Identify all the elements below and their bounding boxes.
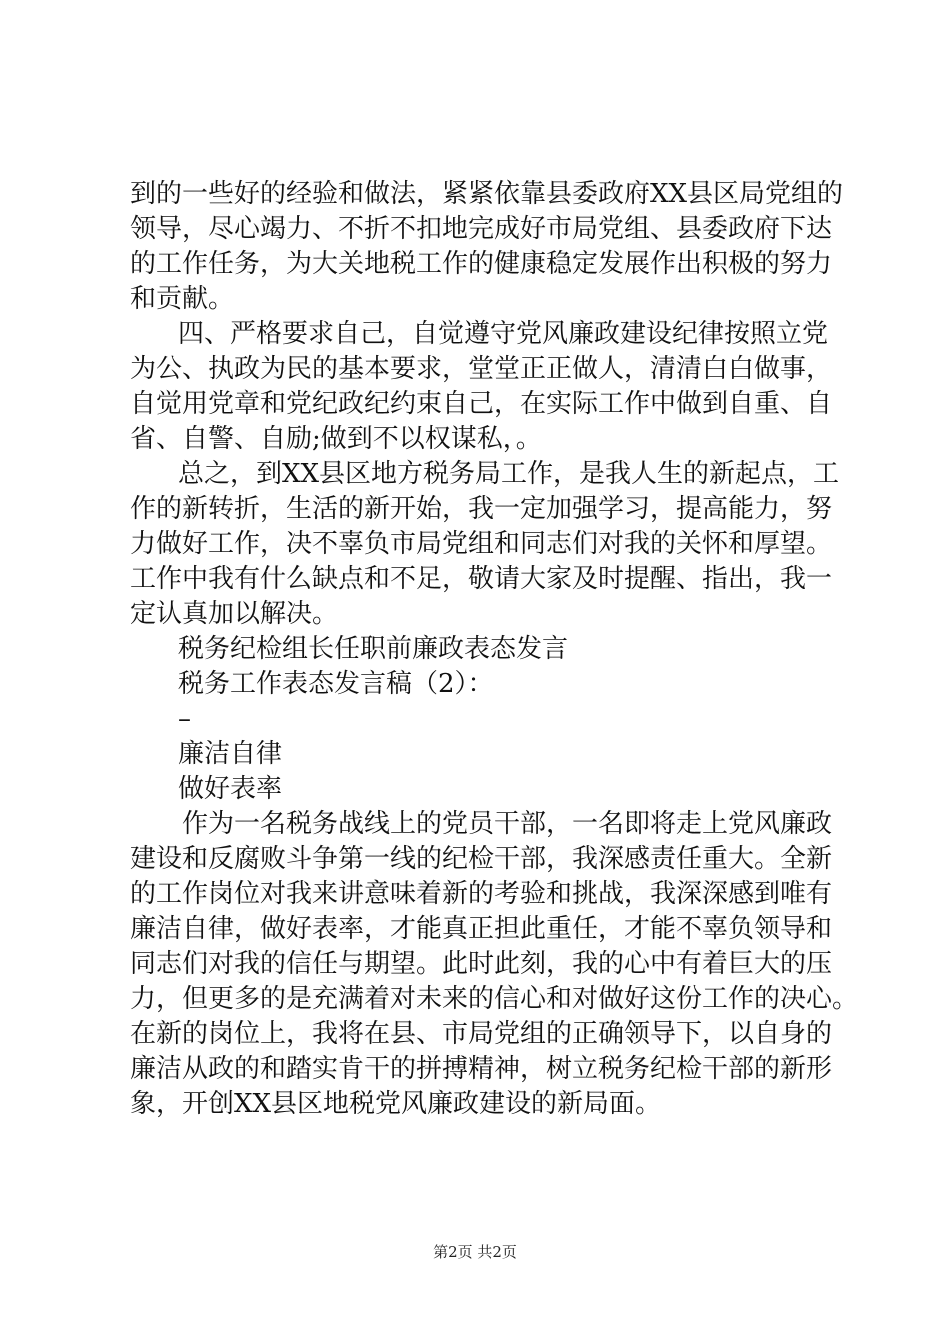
page-footer: 第2页 共2页: [433, 1243, 517, 1261]
document-page: 到的一些好的经验和做法，紧紧依靠县委政府XX县区局党组的 领导，尽心竭力、不折不扣地完成好市局党组、县委政府下达 的工作任务，为大关地税工作的健康稳定发展作出积极的努力 和贡献。 四、严格要求自己，自觉遵守党风廉政建设纪律按照立党 为公、执政为民的基本要求，堂堂正正做人，清清白白做事， 自觉用党章和党纪政纪约束自己，在实际工作中做到自重、自 省、自警、自励;做到不以权谋私，。 总之，到XX县区地方税务局工作，是我人生的新起点，工 作的新转折，生活的新开始，我一定加强学习，提高能力，努 力做好工作，决不辜负市局党组和同志们对我的关怀和厚望。 工作中我有什么缺点和不足，敬请大家及时提醒、指出，我一 定认真加以解决。 税务纪检组长任职前廉政表态发言 税务工作表态发言稿（2）： – 廉洁自律 做好表率 作为一名税务战线上的党员干部，一名即将走上党风廉政 建设和反腐败斗争第一线的纪检干部，我深感责任重大。全新 的工作岗位对我来讲意味着新的考验和挑战，我深深感到唯有 廉洁自律，做好表率，才能真正担此重任，才能不辜负领导和 同志们对我的信任与期望。此时此刻，我的心中有着巨大的压 力，但更多的是充满着对未来的信心和对做好这份工作的决心。 在新的岗位上，我将在县、市局党组的正确领导下，以自身的 廉洁从政的和踏实肯干的拼搏精神，树立税务纪检干部的新形 象，开创XX县区地税党风廉政建设的新局面。 第2页 共2页: [0, 0, 950, 1344]
